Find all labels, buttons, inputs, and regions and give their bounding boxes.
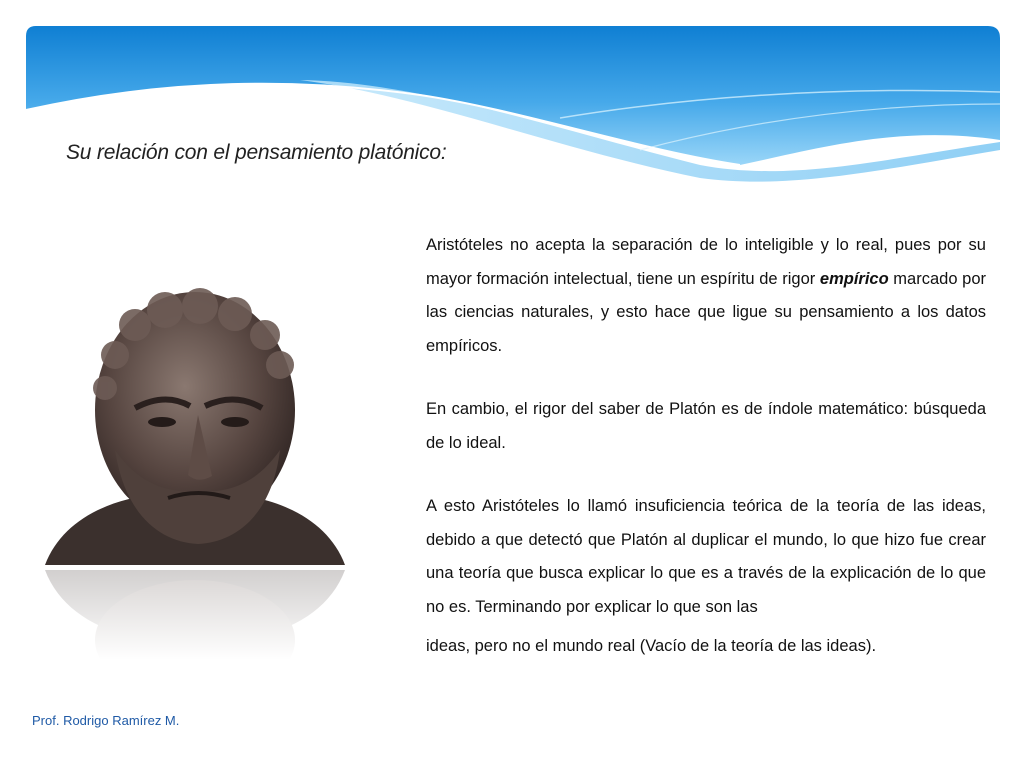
paragraph-theoretical-insufficiency-end: ideas, pero no el mundo real (Vacío de la teoría de las ideas). — [426, 637, 877, 655]
paragraph-plato-rigor: En cambio, el rigor del saber de Platón es de índole matemático: búsqueda de lo ideal. — [426, 400, 986, 452]
emphasis-empirico: empírico — [819, 269, 889, 288]
paragraph-theoretical-insufficiency: A esto Aristóteles lo llamó insuficiencia teórica de la teoría de las ideas, debido a que detectó que Platón al duplicar el mundo, lo que hizo fue crear una teoría que busca explicar lo que es a través de la explicación de lo que no es. Terminando por explicar lo que son las — [426, 497, 986, 616]
footer-author: Prof. Rodrigo Ramírez M. — [32, 713, 180, 728]
aristotle-bust-image — [40, 280, 350, 660]
paragraph-empirical-rigor — [426, 229, 986, 363]
paragraph-1-text: Aristóteles no acepta la separación de lo inteligible y lo real, pues por su mayor formación intelectual, tiene un espíritu de rigor — [426, 236, 986, 288]
paragraph-1-text-end: marcado por las ciencias naturales, y esto hace que ligue su pensamiento a los datos empíricos. — [426, 269, 986, 355]
body-text — [426, 229, 986, 664]
slide-title: Su relación con el pensamiento platónico: — [66, 141, 447, 164]
header-wave-banner — [0, 0, 1024, 200]
